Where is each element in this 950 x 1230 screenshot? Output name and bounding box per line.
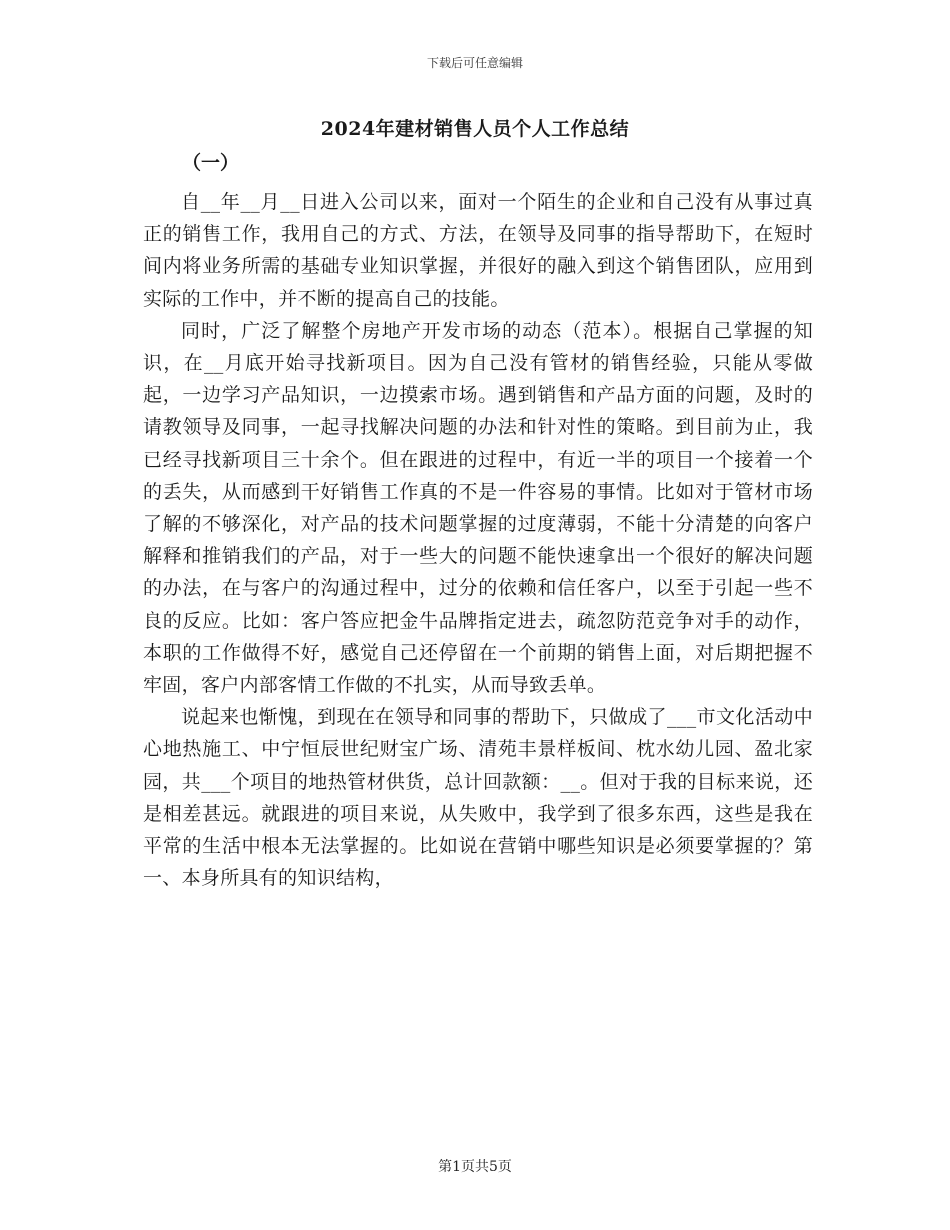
section-label: （一） (182, 152, 240, 174)
paragraph: 自__年__月__日进入公司以来，面对一个陌生的企业和自己没有从事过真正的销售工作，我用自己的方式、方法，在领导及同事的指导帮助下，在短时间内将业务所需的基础专业知识掌握，并很好的融入到这个销售团队，应用到实际的工作中，并不断的提高自己的技能。 (143, 191, 813, 310)
paragraph: 同时，广泛了解整个房地产开发市场的动态（范本）。根据自己掌握的知识，在__月底开始寻找新项目。因为自己没有管材的销售经验，只能从零做起，一边学习产品知识，一边摸索市场。遇到销售和产品方面的问题，及时的请教领导及同事，一起寻找解决问题的办法和针对性的策略。到目前为止，我已经寻找新项目三十余个。但在跟进的过程中，有近一半的项目一个接着一个的丢失，从而感到干好销售工作真的不是一件容易的事情。比如对于管材市场了解的不够深化，对产品的技术问题掌握的过度薄弱，不能十分清楚的向客户解释和推销我们的产品，对于一些大的问题不能快速拿出一个很好的解决问题的办法，在与客户的沟通过程中，过分的依赖和信任客户，以至于引起一些不良的反应。比如：客户答应把金牛品牌指定进去，疏忽防范竞争对手的动作，本职的工作做得不好，感觉自己还停留在一个前期的销售上面，对后期把握不牢固，客户内部客情工作做的不扎实，从而导致丢单。 (143, 319, 813, 697)
paragraph: 说起来也惭愧，到现在在领导和同事的帮助下，只做成了___市文化活动中心地热施工、中宁恒辰世纪财宝广场、清苑丰景样板间、枕水幼儿园、盈北家园，共___个项目的地热管材供货，总计回款额：__。但对于我的目标来说，还是相差甚远。就跟进的项目来说，从失败中，我学到了很多东西，这些是我在平常的生活中根本无法掌握的。比如说在营销中哪些知识是必须要掌握的？第一、本身所具有的知识结构， (143, 706, 813, 890)
document-title: 2024年建材销售人员个人工作总结 (320, 118, 630, 140)
header-note: 下载后可任意编辑 (426, 56, 523, 70)
page-footer: 第1页共5页 (438, 1159, 512, 1175)
document-body (143, 186, 813, 894)
